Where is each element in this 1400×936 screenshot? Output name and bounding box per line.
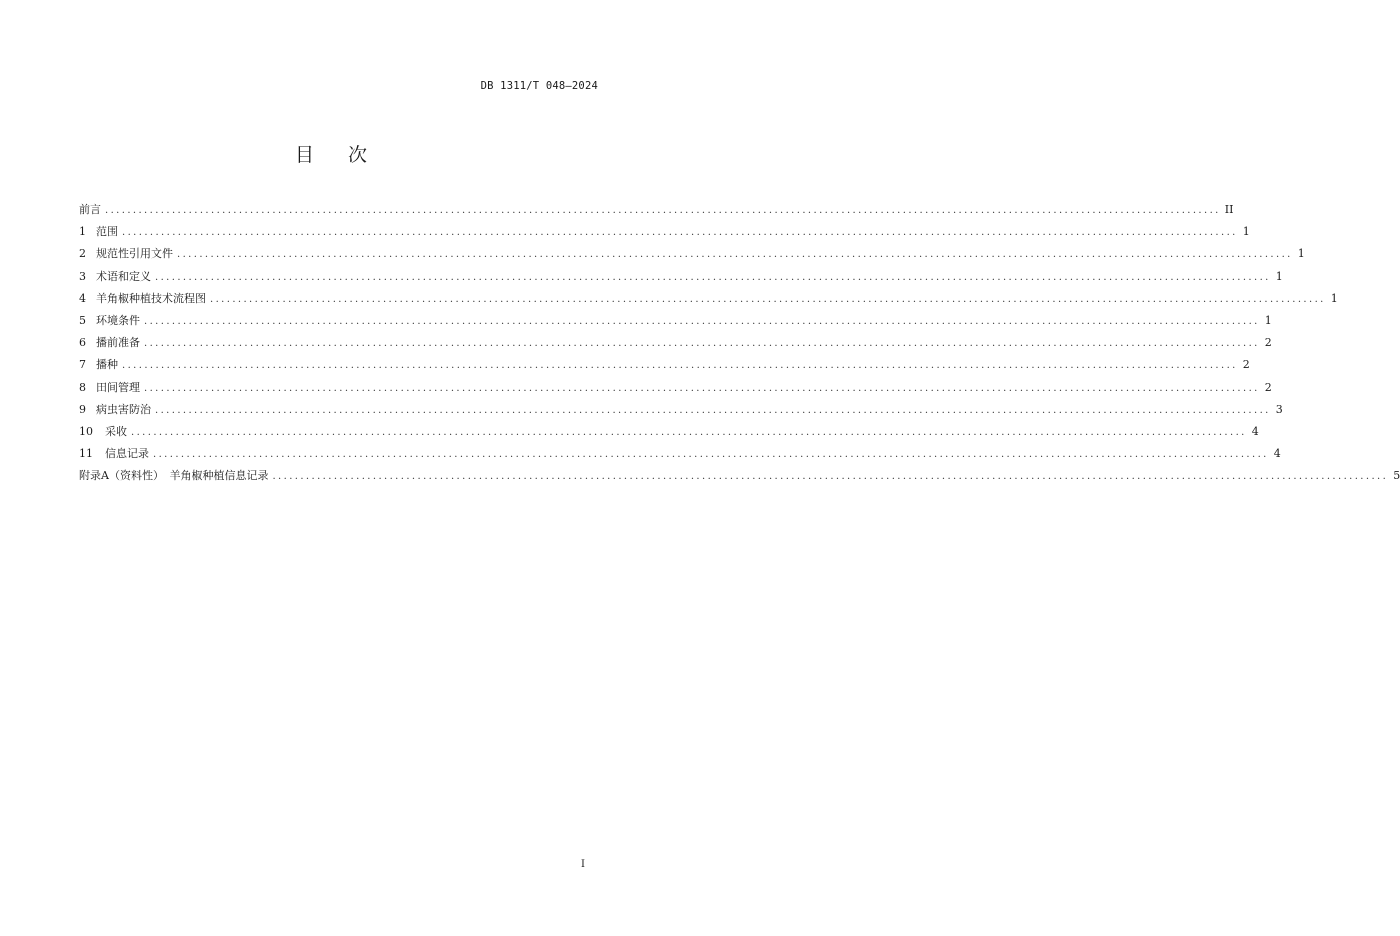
- toc-dot-leader: ........................................................................................................................................................................................................: [153, 449, 1269, 461]
- toc-dot-leader: ........................................................................................................................................................................................................: [144, 382, 1260, 394]
- toc-entry-page: II: [1224, 203, 1234, 216]
- toc-entry-page: 2: [1264, 380, 1272, 394]
- toc-title: 目次: [294, 144, 401, 166]
- toc-entry-page: 2: [1264, 336, 1272, 350]
- toc-entry-page: 3: [1275, 402, 1283, 416]
- toc-dot-leader: ........................................................................................................................................................................................................: [210, 293, 1326, 305]
- toc-entry-page: 5: [1393, 469, 1400, 483]
- toc-entry-number: 2: [79, 247, 86, 261]
- toc-dot-leader: ........................................................................................................................................................................................................: [131, 426, 1247, 438]
- toc-entry-label: 附录A（资料性） 羊角椒种植信息记录: [79, 469, 269, 483]
- toc-dot-leader: ........................................................................................................................................................................................................: [155, 404, 1271, 416]
- toc-entry-number: 9: [79, 402, 86, 416]
- toc-entry-label: 信息记录: [105, 447, 149, 461]
- toc-entry[interactable]: [79, 356, 1250, 378]
- toc-entry-label: 术语和定义: [96, 269, 151, 283]
- toc-entry[interactable]: [79, 379, 1272, 401]
- toc-entry-number: 6: [79, 336, 86, 350]
- toc-entry-label: 播种: [96, 358, 118, 372]
- toc-entry-page: 4: [1273, 447, 1281, 461]
- toc-entry-page: 1: [1275, 269, 1283, 283]
- toc-entry-number: 4: [79, 291, 86, 305]
- toc-entry-page: 1: [1242, 225, 1250, 239]
- document-id: DB 1311/T 048—2024: [480, 80, 598, 92]
- toc-entry[interactable]: [79, 245, 1305, 267]
- toc-entry-page: 2: [1242, 358, 1250, 372]
- toc-entry-page: 1: [1297, 247, 1305, 261]
- toc-entry-number: 1: [79, 225, 86, 239]
- toc-entry-label: 范围: [96, 225, 118, 239]
- page-number: I: [581, 859, 585, 870]
- toc-entry[interactable]: [79, 312, 1272, 334]
- toc-dot-leader: ........................................................................................................................................................................................................: [144, 315, 1260, 327]
- toc-entry[interactable]: [79, 334, 1272, 356]
- table-of-contents: [79, 201, 1400, 489]
- toc-dot-leader: ........................................................................................................................................................................................................: [144, 338, 1260, 350]
- toc-entry-number: 8: [79, 380, 86, 394]
- toc-entry-label: 环境条件: [96, 313, 140, 327]
- toc-entry-label: 田间管理: [96, 380, 140, 394]
- toc-entry-number: 10: [79, 424, 93, 438]
- toc-entry-page: 1: [1264, 313, 1272, 327]
- toc-entry-label: 病虫害防治: [96, 402, 151, 416]
- toc-entry-label: 羊角椒种植技术流程图: [96, 291, 206, 305]
- toc-entry-label: 采收: [105, 424, 127, 438]
- toc-dot-leader: ........................................................................................................................................................................................................: [177, 249, 1293, 261]
- toc-dot-leader: ........................................................................................................................................................................................................: [155, 271, 1271, 283]
- toc-dot-leader: ........................................................................................................................................................................................................: [122, 360, 1238, 372]
- toc-entry[interactable]: [79, 423, 1259, 445]
- toc-dot-leader: ........................................................................................................................................................................................................: [122, 227, 1238, 239]
- toc-entry-page: 1: [1330, 291, 1338, 305]
- toc-entry-label: 前言: [79, 203, 101, 216]
- toc-entry-number: 5: [79, 313, 86, 327]
- toc-entry-label: 播前准备: [96, 336, 140, 350]
- toc-entry-label: 规范性引用文件: [96, 247, 173, 261]
- toc-dot-leader: ........................................................................................................................................................................................................: [105, 205, 1221, 216]
- toc-entry[interactable]: [79, 290, 1338, 312]
- toc-entry[interactable]: [79, 201, 1234, 223]
- toc-entry[interactable]: [79, 467, 1400, 489]
- toc-entry-number: 7: [79, 358, 86, 372]
- toc-entry-page: 4: [1251, 424, 1259, 438]
- toc-entry[interactable]: [79, 445, 1281, 467]
- toc-entry-number: 3: [79, 269, 86, 283]
- toc-dot-leader: ........................................................................................................................................................................................................: [272, 471, 1389, 483]
- toc-entry[interactable]: [79, 401, 1283, 423]
- toc-entry-number: 11: [79, 447, 93, 461]
- toc-entry[interactable]: [79, 268, 1283, 290]
- toc-entry[interactable]: [79, 223, 1250, 245]
